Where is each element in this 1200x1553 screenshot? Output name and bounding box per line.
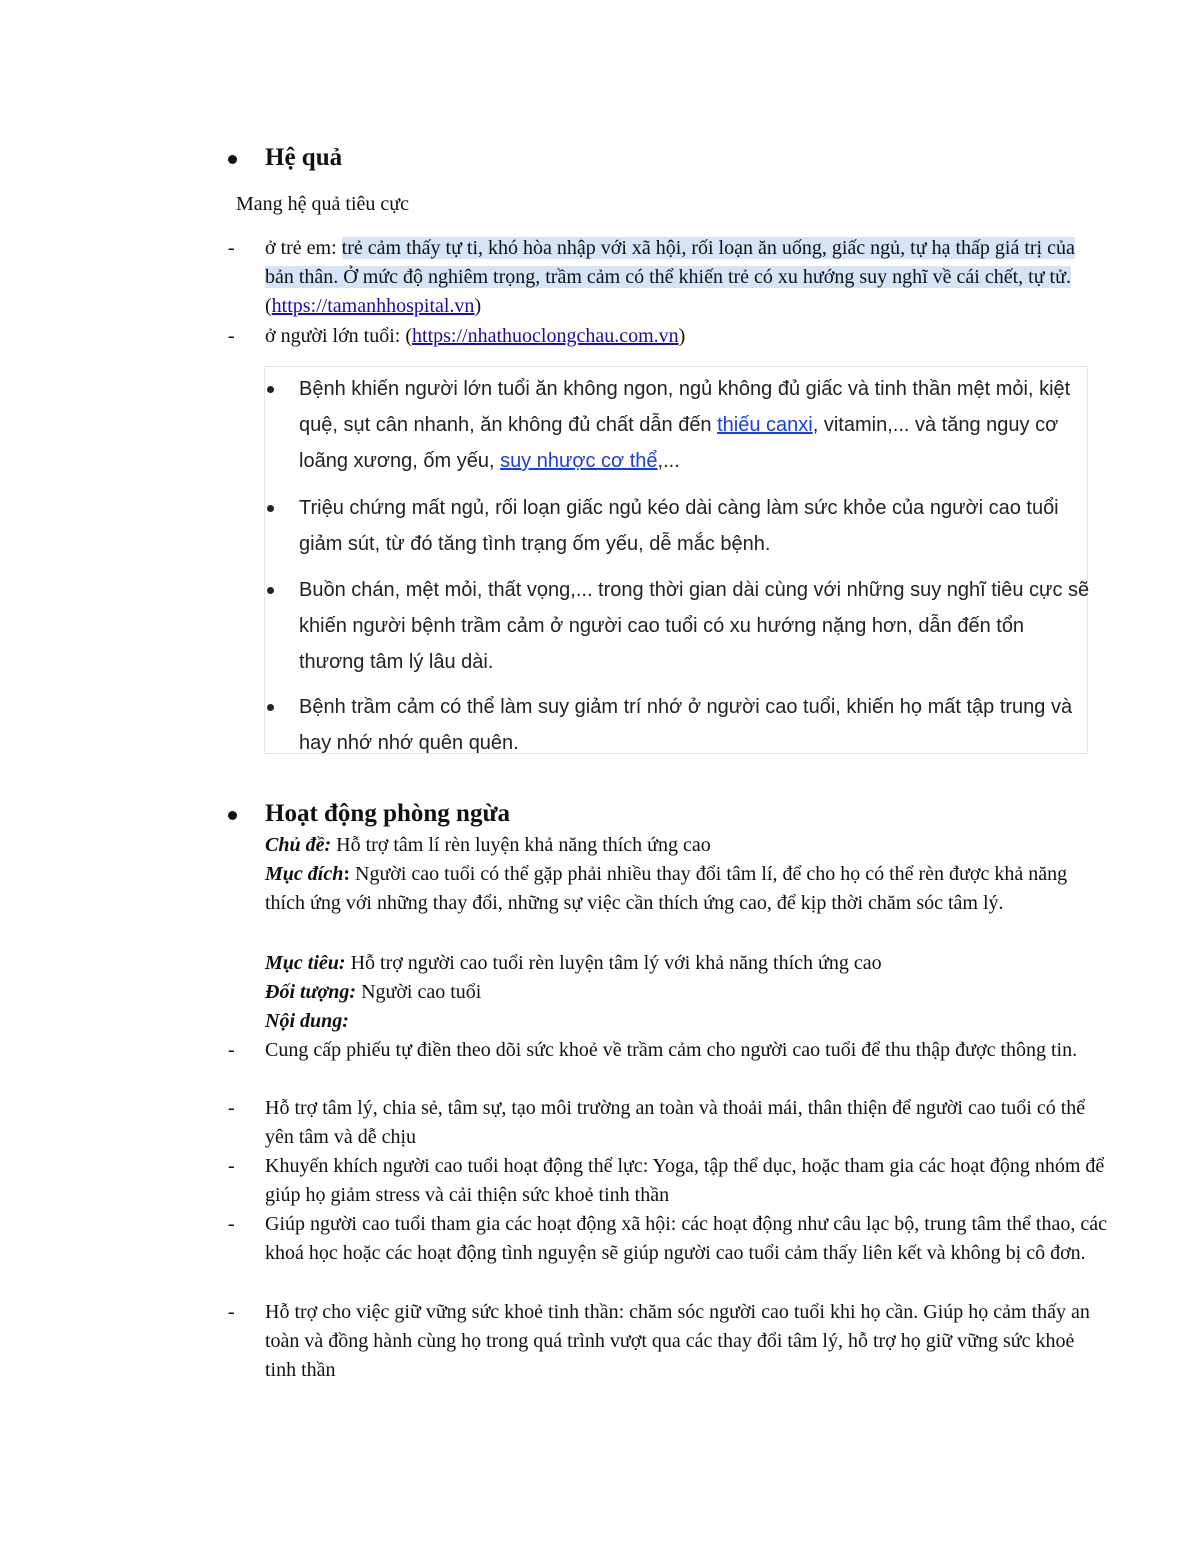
- quote-text: Bệnh trầm cảm có thể làm suy giảm trí nhớ ở người cao tuổi, khiến họ mất tập trung và hay nhớ nhớ quên quên.: [299, 696, 1073, 754]
- child-open-paren: (: [265, 295, 272, 317]
- tamanhhospital-link[interactable]: https://tamanhhospital.vn: [271, 295, 475, 317]
- child-prefix: ở trẻ em:: [265, 237, 342, 259]
- purpose-value: Người cao tuổi có thể gặp phải nhiều thay đổi tâm lí, để cho họ có thể rèn được khả năng thích ứng với những thay đổi, những sự việc cần thích ứng cao, để kịp thời chăm sóc tâm lý.: [265, 863, 1068, 914]
- quote-text: , vitamin,... và tăng nguy cơ loãng xương, ốm yếu,: [299, 414, 1059, 472]
- child-close-paren: ): [474, 295, 482, 317]
- content-item-text: Cung cấp phiếu tự điền theo dõi sức khoẻ về trầm cảm cho người cao tuổi để thu thập được thông tin.: [265, 1039, 1078, 1061]
- dash-icon: -: [228, 1301, 235, 1323]
- topic-line: [265, 831, 1095, 860]
- quote-item-1: [264, 371, 1090, 479]
- quote-text: Buồn chán, mệt mỏi, thất vọng,... trong thời gian dài cùng với những suy nghĩ tiêu cực sẽ khiến người bệnh trầm cảm ở người cao tuổi có xu hướng nặng hơn, dẫn đến tổn thương tâm lý lâu dài.: [299, 579, 1090, 673]
- content-item-text: Hỗ trợ cho việc giữ vững sức khoẻ tinh thần: chăm sóc người cao tuổi khi họ cần. Giúp họ cảm thấy an toàn và đồng hành cùng họ trong quá trình vượt qua các thay đổi tâm lý, hỗ trợ họ giữ vững sức khoẻ tinh thần: [265, 1301, 1090, 1381]
- bullet-icon: [267, 505, 274, 512]
- dash-icon: -: [228, 1213, 235, 1235]
- purpose-line: [265, 860, 1095, 918]
- dash-icon: -: [228, 1155, 235, 1177]
- content-item-5: [228, 1298, 1108, 1385]
- goal-line: [265, 949, 1095, 978]
- dash-icon: -: [228, 237, 235, 259]
- bullet-icon: [267, 587, 274, 594]
- dash-icon: -: [228, 1039, 235, 1061]
- quote-text: Triệu chứng mất ngủ, rối loạn giấc ngủ kéo dài càng làm sức khỏe của người cao tuổi giảm sút, từ đó tăng tình trạng ốm yếu, dễ mắc bệnh.: [299, 497, 1059, 555]
- goal-value: Hỗ trợ người cao tuổi rèn luyện tâm lý với khả năng thích ứng cao: [345, 952, 882, 974]
- content-item-text: Giúp người cao tuổi tham gia các hoạt động xã hội: các hoạt động như câu lạc bộ, trung tâm thể thao, các khoá học hoặc các hoạt động tình nguyện sẽ giúp người cao tuổi cảm thấy liên kết và không bị cô đơn.: [265, 1213, 1107, 1264]
- purpose-label: Mục đích: [265, 863, 344, 885]
- content-label: Nội dung:: [265, 1010, 349, 1032]
- dash-icon: -: [228, 1097, 235, 1119]
- elderly-prefix: ở người lớn tuổi: (: [265, 325, 413, 347]
- target-label: Đối tượng:: [265, 981, 357, 1003]
- target-line: [265, 978, 1095, 1007]
- content-label-line: [265, 1007, 1095, 1036]
- target-value: Người cao tuổi: [356, 981, 482, 1003]
- quote-item-3: [264, 572, 1090, 680]
- bullet-icon: [267, 704, 274, 711]
- content-item-4: [228, 1210, 1108, 1268]
- list-item-child: [228, 234, 1108, 321]
- bullet-icon: [228, 155, 237, 164]
- content-item-1: [228, 1036, 1108, 1065]
- thieu-canxi-link[interactable]: thiếu canxi: [717, 414, 813, 436]
- suy-nhuoc-co-the-link[interactable]: suy nhược cơ thể: [500, 450, 658, 472]
- content-item-2: [228, 1094, 1108, 1152]
- intro-text: Mang hệ quả tiêu cực: [236, 193, 409, 215]
- highlighted-text: trẻ cảm thấy tự ti, khó hòa nhập với xã hội, rối loạn ăn uống, giấc ngủ, tự hạ thấp giá trị của bản thân. Ở mức độ nghiêm trọng, trầm cảm có thể khiến trẻ có xu hướng suy nghĩ về cái chết, tự tử.: [265, 237, 1075, 288]
- bullet-icon: [228, 811, 237, 820]
- quote-item-2: [264, 490, 1090, 562]
- dash-icon: -: [228, 325, 235, 347]
- purpose-colon: :: [343, 863, 351, 885]
- topic-value: Hỗ trợ tâm lí rèn luyện khả năng thích ứng cao: [331, 834, 711, 856]
- quote-text: Bệnh khiến người lớn tuổi ăn không ngon, ngủ không đủ giấc và tinh thần mệt mỏi, kiệt quệ, sụt cân nhanh, ăn không đủ chất dẫn đến: [299, 378, 1071, 436]
- topic-label: Chủ đề:: [265, 834, 332, 856]
- heading-text: Hoạt động phòng ngừa: [265, 800, 510, 827]
- heading-text: Hệ quả: [265, 144, 343, 171]
- content-item-3: [228, 1152, 1108, 1210]
- list-item-elderly: [228, 322, 1108, 351]
- quote-text: ,...: [657, 450, 680, 472]
- bullet-icon: [267, 386, 274, 393]
- content-item-text: Hỗ trợ tâm lý, chia sẻ, tâm sự, tạo môi trường an toàn và thoải mái, thân thiện để người cao tuổi có thể yên tâm và dễ chịu: [265, 1097, 1086, 1148]
- goal-label: Mục tiêu:: [265, 952, 346, 974]
- quote-item-4: [264, 689, 1090, 761]
- nhathuoclongchau-link[interactable]: https://nhathuoclongchau.com.vn: [412, 325, 679, 347]
- elderly-close-paren: ): [678, 325, 686, 347]
- content-item-text: Khuyến khích người cao tuổi hoạt động thể lực: Yoga, tập thể dục, hoặc tham gia các hoạt động nhóm để giúp họ giảm stress và cải thiện sức khoẻ tinh thần: [265, 1155, 1105, 1206]
